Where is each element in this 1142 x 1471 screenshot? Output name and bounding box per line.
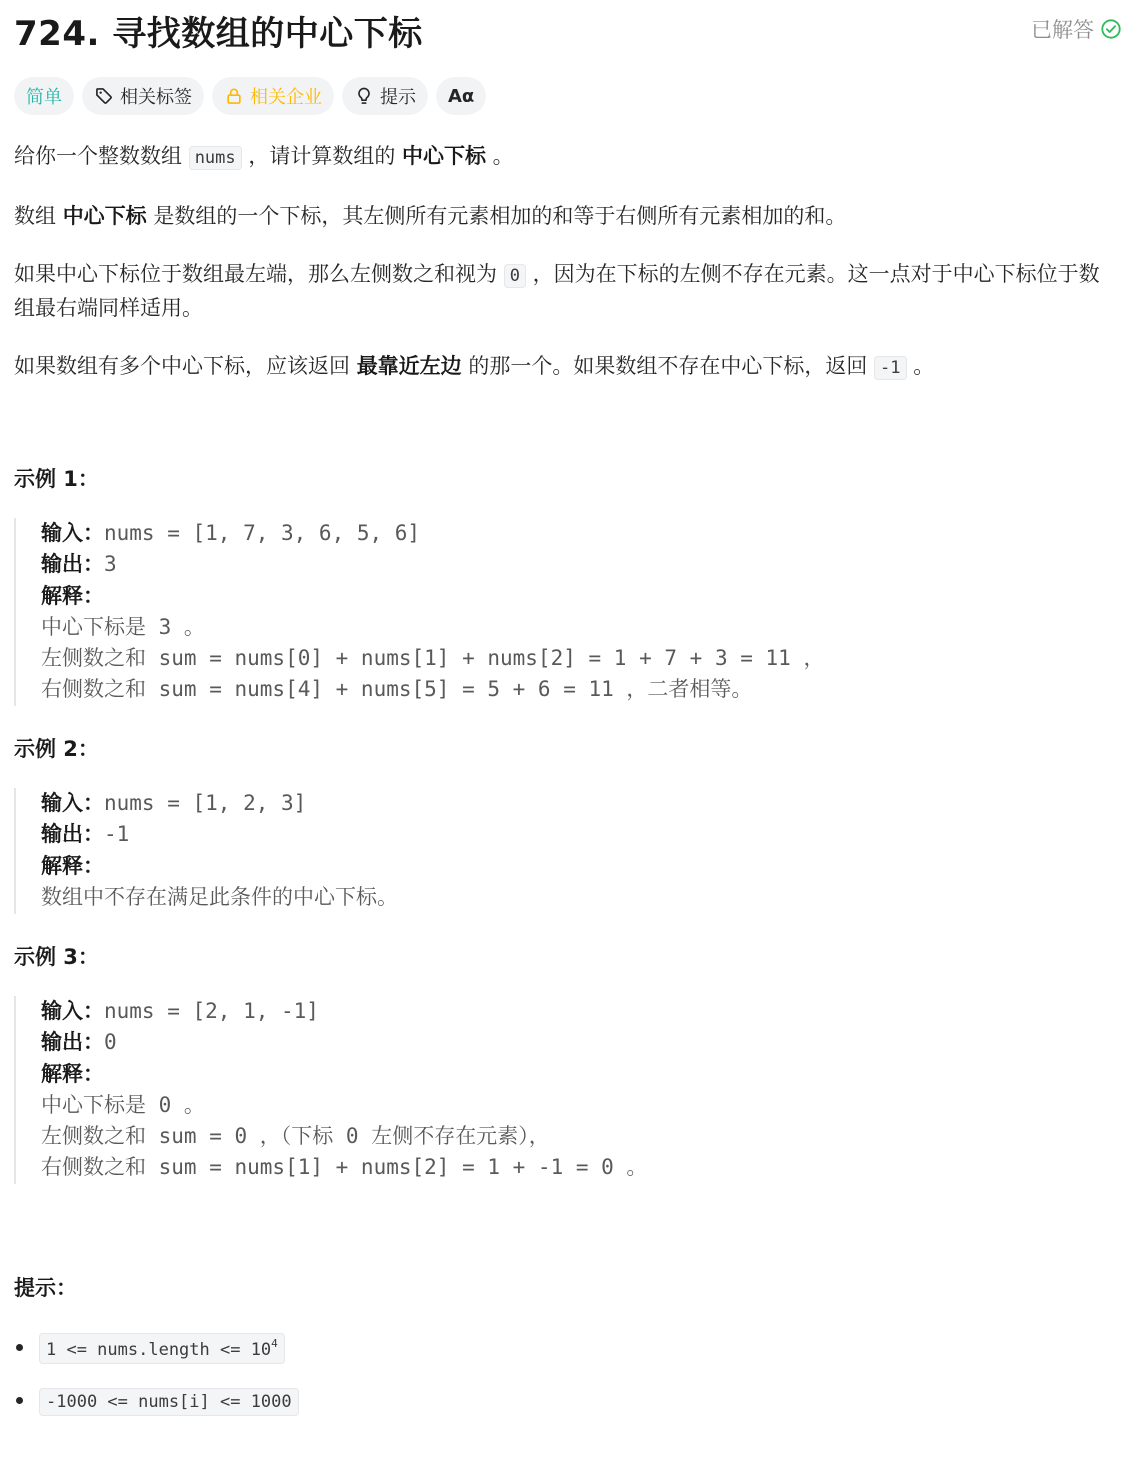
- desc-text: ，因为在下标的左侧不存在元素。这一点对于中心下标位于数组最右端同样适用。: [14, 262, 1100, 320]
- companies-tag-button[interactable]: [212, 77, 334, 115]
- desc-paragraph-4: [14, 350, 1118, 384]
- input-value: nums = [1, 2, 3]: [104, 791, 307, 815]
- output-label: 输出：: [41, 552, 104, 577]
- example-explain-row: [41, 1059, 1118, 1090]
- inline-code: 0: [504, 264, 526, 288]
- example-3-title: 示例 3：: [14, 945, 99, 969]
- output-value: 0: [104, 1030, 117, 1055]
- desc-text: 。: [486, 144, 514, 168]
- desc-paragraph-1: [14, 140, 1118, 174]
- constraint-text: 1 <= nums.length <= 10: [46, 1340, 272, 1360]
- example-input-row: [41, 788, 1118, 819]
- desc-bold: 中心下标: [402, 144, 486, 168]
- explain-label: 解释：: [41, 1061, 104, 1086]
- output-label: 输出：: [41, 1030, 104, 1055]
- problem-description: [14, 140, 1118, 410]
- constraints-list: [14, 1322, 299, 1428]
- example-3-block: [14, 996, 1118, 1184]
- solved-label: 已解答: [1031, 18, 1094, 42]
- desc-paragraph-3: [14, 258, 1118, 324]
- desc-text: 的那一个。如果数组不存在中心下标，返回: [461, 354, 875, 378]
- example-input-row: [41, 518, 1118, 549]
- output-value: -1: [104, 822, 130, 847]
- explain-label: 解释：: [41, 583, 104, 608]
- hint-tag-button[interactable]: [342, 77, 428, 115]
- constraint-item: [14, 1375, 299, 1428]
- explain-label: 解释：: [41, 853, 104, 878]
- example-1-block: [14, 518, 1118, 706]
- input-label: 输入：: [41, 999, 104, 1023]
- tag-icon: [94, 86, 114, 106]
- problem-title: 724. 寻找数组的中心下标: [14, 14, 423, 54]
- explain-line: 中心下标是 3 。: [41, 614, 205, 639]
- input-value: nums = [1, 7, 3, 6, 5, 6]: [104, 521, 421, 545]
- input-value: nums = [2, 1, -1]: [104, 999, 319, 1023]
- constraints-title: 提示：: [14, 1276, 77, 1300]
- desc-bold: 中心下标: [62, 204, 147, 228]
- example-2-title: 示例 2：: [14, 737, 99, 761]
- example-1-title: 示例 1：: [14, 467, 99, 491]
- constraint-item: [14, 1322, 299, 1375]
- title-row: [14, 0, 1128, 60]
- translate-button[interactable]: [436, 77, 486, 115]
- output-value: 3: [104, 552, 117, 577]
- explain-line: 数组中不存在满足此条件的中心下标。: [41, 884, 398, 909]
- desc-paragraph-2: [14, 200, 1118, 232]
- example-2-block: [14, 788, 1118, 914]
- lightbulb-icon: [354, 86, 374, 106]
- companies-tag-label: 相关企业: [250, 87, 322, 108]
- translate-icon: Aα: [448, 85, 475, 107]
- constraint-code: -1000 <= nums[i] <= 1000: [39, 1388, 299, 1416]
- desc-bold: 最靠近左边: [356, 354, 462, 378]
- example-output-row: [41, 819, 1118, 850]
- explain-line: 右侧数之和 sum = nums[4] + nums[5] = 5 + 6 = 11 ，二者相等。: [41, 677, 753, 702]
- example-explain-row: [41, 851, 1118, 882]
- check-circle-icon: [1100, 18, 1122, 40]
- topics-tag-button[interactable]: [82, 77, 204, 115]
- constraint-code: [39, 1333, 285, 1364]
- hint-tag-label: 提示: [380, 87, 416, 108]
- desc-text: 数组: [14, 204, 63, 228]
- desc-text: ，请计算数组的: [241, 144, 402, 168]
- constraint-exponent: 4: [271, 1337, 278, 1350]
- explain-line: 右侧数之和 sum = nums[1] + nums[2] = 1 + -1 = 0 。: [41, 1155, 648, 1180]
- example-explain-row: [41, 581, 1118, 612]
- solved-status: [1031, 14, 1122, 44]
- desc-text: 如果中心下标位于数组最左端，那么左侧数之和视为: [14, 262, 504, 286]
- example-output-row: [41, 1027, 1118, 1058]
- explain-line: 左侧数之和 sum = nums[0] + nums[1] + nums[2] = 1 + 7 + 3 = 11 ，: [41, 646, 825, 671]
- desc-text: 给你一个整数数组: [14, 144, 189, 168]
- example-input-row: [41, 996, 1118, 1027]
- output-label: 输出：: [41, 822, 104, 847]
- explain-line: 中心下标是 0 。: [41, 1092, 205, 1117]
- inline-code: -1: [874, 356, 906, 380]
- input-label: 输入：: [41, 791, 104, 815]
- explain-line: 左侧数之和 sum = 0 ，（下标 0 左侧不存在元素），: [41, 1124, 550, 1149]
- inline-code: nums: [189, 146, 242, 170]
- difficulty-tag[interactable]: [14, 77, 74, 115]
- input-label: 输入：: [41, 521, 104, 545]
- topics-tag-label: 相关标签: [120, 87, 192, 108]
- example-output-row: [41, 549, 1118, 580]
- desc-text: 是数组的一个下标，其左侧所有元素相加的和等于右侧所有元素相加的和。: [146, 204, 847, 228]
- lock-icon: [224, 86, 244, 106]
- desc-text: 。: [906, 354, 935, 378]
- tag-bar: [14, 77, 486, 115]
- difficulty-label: 简单: [26, 87, 62, 108]
- desc-text: 如果数组有多个中心下标，应该返回: [14, 354, 357, 378]
